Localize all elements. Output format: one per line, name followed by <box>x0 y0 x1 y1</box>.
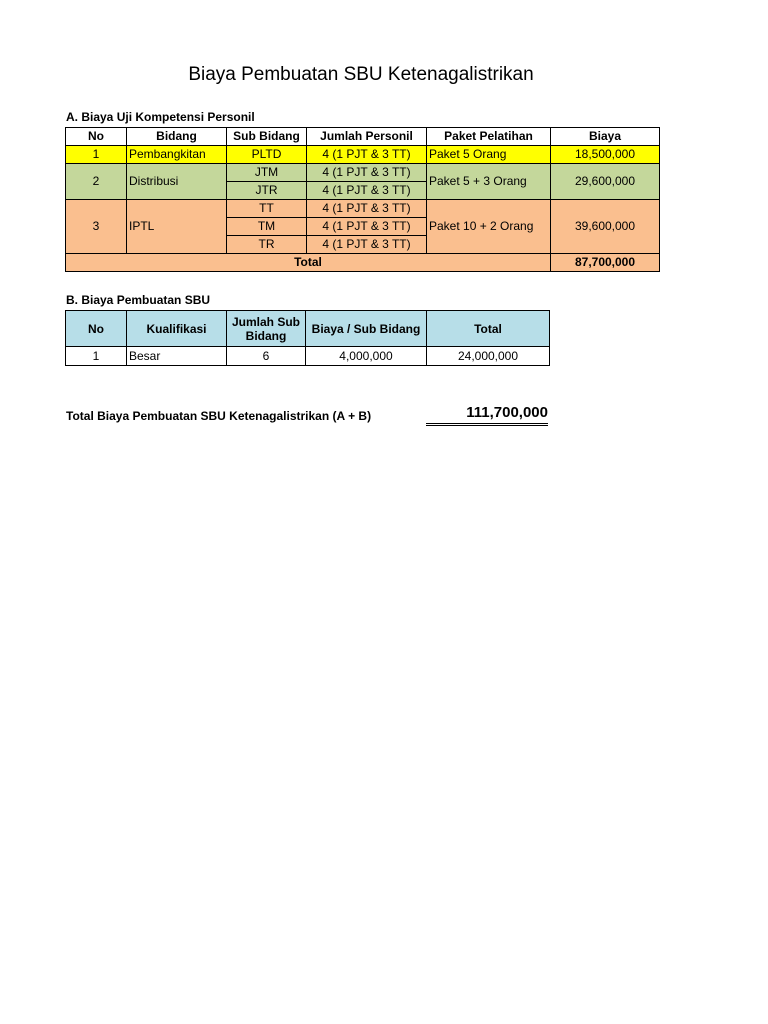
cell-paket: Paket 5 Orang <box>427 146 551 164</box>
total-value: 87,700,000 <box>551 254 660 272</box>
cell-kualifikasi: Besar <box>127 347 227 366</box>
cell-bidang: Pembangkitan <box>127 146 227 164</box>
table-row <box>66 146 660 164</box>
cell-jumlah: 4 (1 PJT & 3 TT) <box>307 236 427 254</box>
cell-biaya: 29,600,000 <box>551 164 660 200</box>
grand-total-label: Total Biaya Pembuatan SBU Ketenagalistrikan (A + B) <box>66 409 372 423</box>
total-label: Total <box>66 254 551 272</box>
cell-sub-bidang: PLTD <box>227 146 307 164</box>
cell-jumlah: 4 (1 PJT & 3 TT) <box>307 164 427 182</box>
header-sub-bidang: Sub Bidang <box>227 128 307 146</box>
cell-jumlah: 4 (1 PJT & 3 TT) <box>307 182 427 200</box>
grand-total-value: 111,700,000 <box>426 404 548 426</box>
cell-jumlah: 4 (1 PJT & 3 TT) <box>307 146 427 164</box>
cell-bidang: Distribusi <box>127 164 227 200</box>
cell-biaya: 18,500,000 <box>551 146 660 164</box>
header-total: Total <box>427 311 550 347</box>
cell-no: 2 <box>66 164 127 200</box>
cell-bidang: IPTL <box>127 200 227 254</box>
cell-sub-bidang: JTM <box>227 164 307 182</box>
cell-sub-bidang: TR <box>227 236 307 254</box>
cell-sub-bidang: JTR <box>227 182 307 200</box>
page-title: Biaya Pembuatan SBU Ketenagalistrikan <box>188 64 534 85</box>
cell-jumlah: 4 (1 PJT & 3 TT) <box>307 200 427 218</box>
competency-cost-table <box>65 127 660 272</box>
header-no: No <box>66 128 127 146</box>
cell-no: 1 <box>66 347 127 366</box>
cell-sub-bidang: TM <box>227 218 307 236</box>
table-row <box>66 347 550 366</box>
sbu-cost-table <box>65 310 550 366</box>
cell-jumlah: 4 (1 PJT & 3 TT) <box>307 218 427 236</box>
header-biaya-per-sub: Biaya / Sub Bidang <box>306 311 427 347</box>
cell-paket: Paket 10 + 2 Orang <box>427 200 551 254</box>
header-jumlah-sub-bidang: Jumlah Sub Bidang <box>227 311 306 347</box>
cell-biaya: 39,600,000 <box>551 200 660 254</box>
table-header-row <box>66 311 550 347</box>
header-kualifikasi: Kualifikasi <box>127 311 227 347</box>
cell-no: 1 <box>66 146 127 164</box>
cell-paket: Paket 5 + 3 Orang <box>427 164 551 200</box>
header-paket-pelatihan: Paket Pelatihan <box>427 128 551 146</box>
header-no: No <box>66 311 127 347</box>
section-b-label: B. Biaya Pembuatan SBU <box>66 293 211 307</box>
table-row <box>66 200 660 218</box>
cell-no: 3 <box>66 200 127 254</box>
table-row <box>66 164 660 182</box>
header-biaya: Biaya <box>551 128 660 146</box>
header-jumlah-personil: Jumlah Personil <box>307 128 427 146</box>
cell-sub-bidang: TT <box>227 200 307 218</box>
total-row <box>66 254 660 272</box>
cell-biaya-per-sub: 4,000,000 <box>306 347 427 366</box>
table-header-row <box>66 128 660 146</box>
cell-total: 24,000,000 <box>427 347 550 366</box>
cell-jumlah-sub-bidang: 6 <box>227 347 306 366</box>
section-a-label: A. Biaya Uji Kompetensi Personil <box>66 110 255 124</box>
header-bidang: Bidang <box>127 128 227 146</box>
